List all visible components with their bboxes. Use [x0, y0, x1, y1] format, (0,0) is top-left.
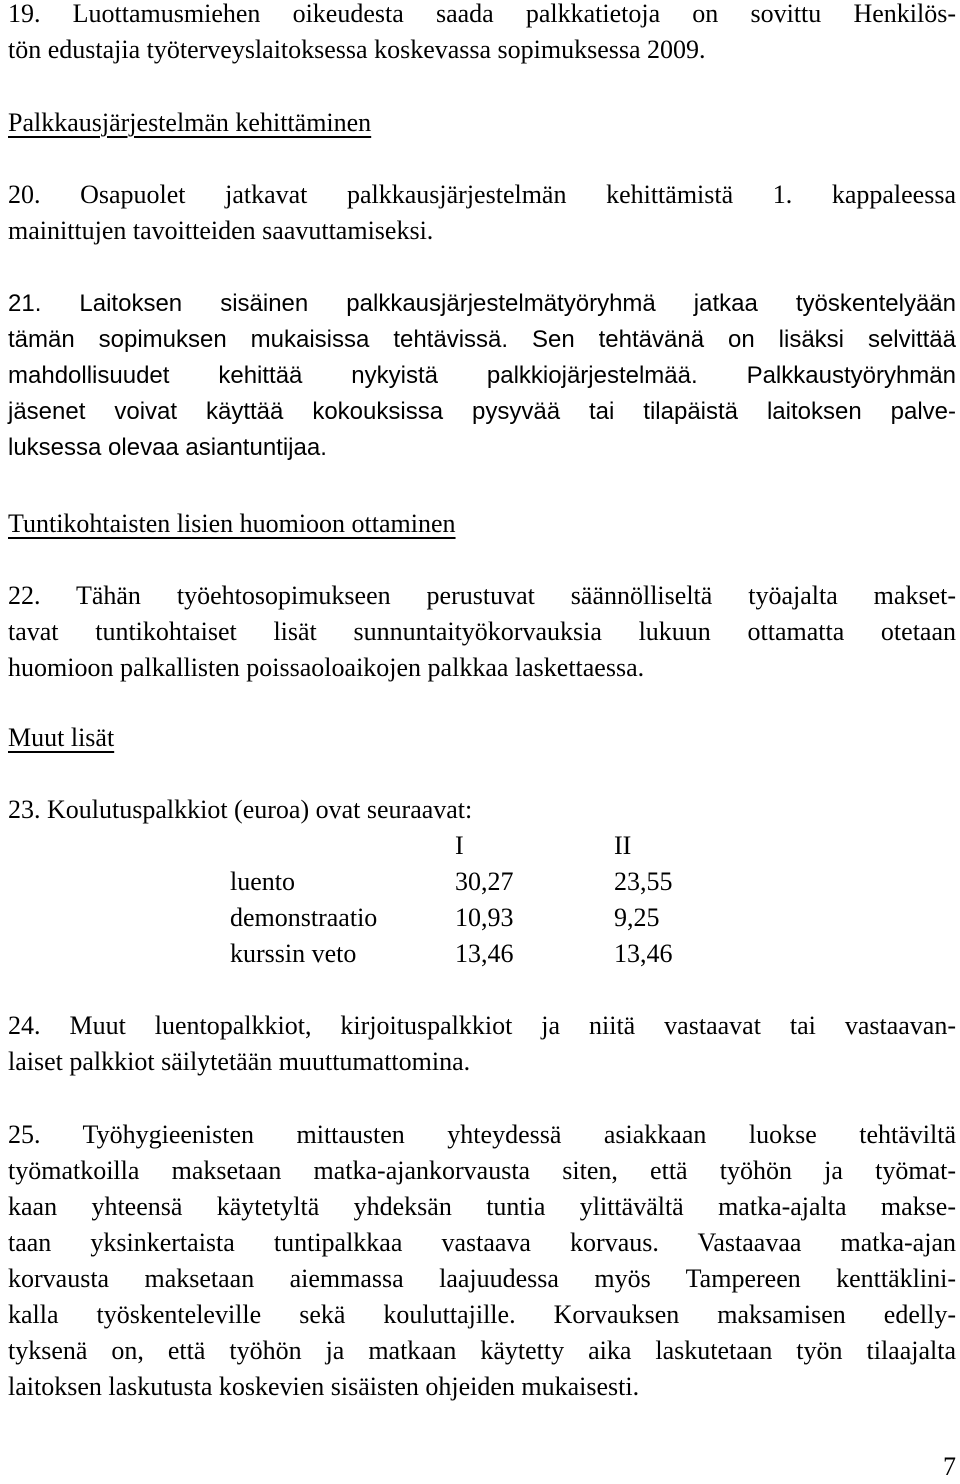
section-heading-palkkausjarjestelma: Palkkausjärjestelmän kehittäminen [8, 108, 372, 137]
paragraph-22-line-1: 22. Tähän työehtosopimukseen perustuvat säännölliseltä työajalta makset- [8, 581, 956, 610]
paragraph-25-line-2: työmatkoilla maksetaan matka-ajankorvausta siten, että työhön ja työmat- [8, 1156, 956, 1185]
section-heading-tuntikohtaiset-lisat: Tuntikohtaisten lisien huomioon ottaminen [8, 509, 456, 538]
fee-table-cell: 30,27 [455, 867, 514, 896]
fee-table-column-header: II [614, 831, 632, 860]
fee-table-cell: 10,93 [455, 903, 514, 932]
paragraph-25-line-8: laitoksen laskutusta koskevien sisäisten ohjeiden mukaisesti. [8, 1372, 640, 1401]
fee-table-cell: 9,25 [614, 903, 660, 932]
fee-table-row-label: luento [230, 867, 295, 896]
section-heading-muut-lisat: Muut lisät [8, 723, 115, 752]
fee-table-row-label: kurssin veto [230, 939, 357, 968]
paragraph-21-line-3: mahdollisuudet kehittää nykyistä palkkiojärjestelmää. Palkkaustyöryhmän [8, 362, 956, 389]
paragraph-22-line-3: huomioon palkallisten poissaoloaikojen palkkaa laskettaessa. [8, 653, 645, 682]
page-number: 7 [943, 1452, 956, 1481]
paragraph-21-line-2: tämän sopimuksen mukaisissa tehtävissä. Sen tehtävänä on lisäksi selvittää [8, 326, 956, 353]
paragraph-20-line-2: mainittujen tavoitteiden saavuttamiseksi. [8, 216, 434, 245]
paragraph-21-line-1: 21. Laitoksen sisäinen palkkausjärjestelmätyöryhmä jatkaa työskentelyään [8, 290, 956, 317]
fee-table-cell: 13,46 [614, 939, 673, 968]
paragraph-25-line-3: kaan yhteensä käytetyltä yhdeksän tuntia ylittävältä matka-ajalta makse- [8, 1192, 956, 1221]
paragraph-24-line-2: laiset palkkiot säilytetään muuttumattomina. [8, 1047, 471, 1076]
paragraph-21-line-4: jäsenet voivat käyttää kokouksissa pysyvää tai tilapäistä laitoksen palve- [8, 398, 956, 425]
paragraph-23: 23. Koulutuspalkkiot (euroa) ovat seuraavat: [8, 795, 473, 824]
paragraph-21-line-5: luksessa olevaa asiantuntijaa. [8, 434, 327, 461]
paragraph-25-line-5: korvausta maksetaan aiemmassa laajuudessa myös Tampereen kenttäklini- [8, 1264, 956, 1293]
paragraph-25-line-1: 25. Työhygieenisten mittausten yhteydessä asiakkaan luokse tehtäviltä [8, 1120, 956, 1149]
fee-table-cell: 23,55 [614, 867, 673, 896]
paragraph-25-line-4: taan yksinkertaista tuntipalkkaa vastaava korvaus. Vastaavaa matka-ajan [8, 1228, 956, 1257]
paragraph-25-line-7: tyksenä on, että työhön ja matkaan käytetty aika laskutetaan työn tilaajalta [8, 1336, 956, 1365]
fee-table-column-header: I [455, 831, 464, 860]
paragraph-22-line-2: tavat tuntikohtaiset lisät sunnuntaityökorvauksia lukuun ottamatta otetaan [8, 617, 956, 646]
fee-table-cell: 13,46 [455, 939, 514, 968]
fee-table-row-label: demonstraatio [230, 903, 378, 932]
paragraph-24-line-1: 24. Muut luentopalkkiot, kirjoituspalkkiot ja niitä vastaavat tai vastaavan- [8, 1011, 956, 1040]
paragraph-19-line-1: 19. Luottamusmiehen oikeudesta saada palkkatietoja on sovittu Henkilös- [8, 0, 956, 28]
paragraph-20-line-1: 20. Osapuolet jatkavat palkkausjärjestelmän kehittämistä 1. kappaleessa [8, 180, 956, 209]
paragraph-25-line-6: kalla työskenteleville sekä kouluttajille. Korvauksen maksamisen edelly- [8, 1300, 956, 1329]
paragraph-19-line-2: tön edustajia työterveyslaitoksessa koskevassa sopimuksessa 2009. [8, 35, 706, 64]
